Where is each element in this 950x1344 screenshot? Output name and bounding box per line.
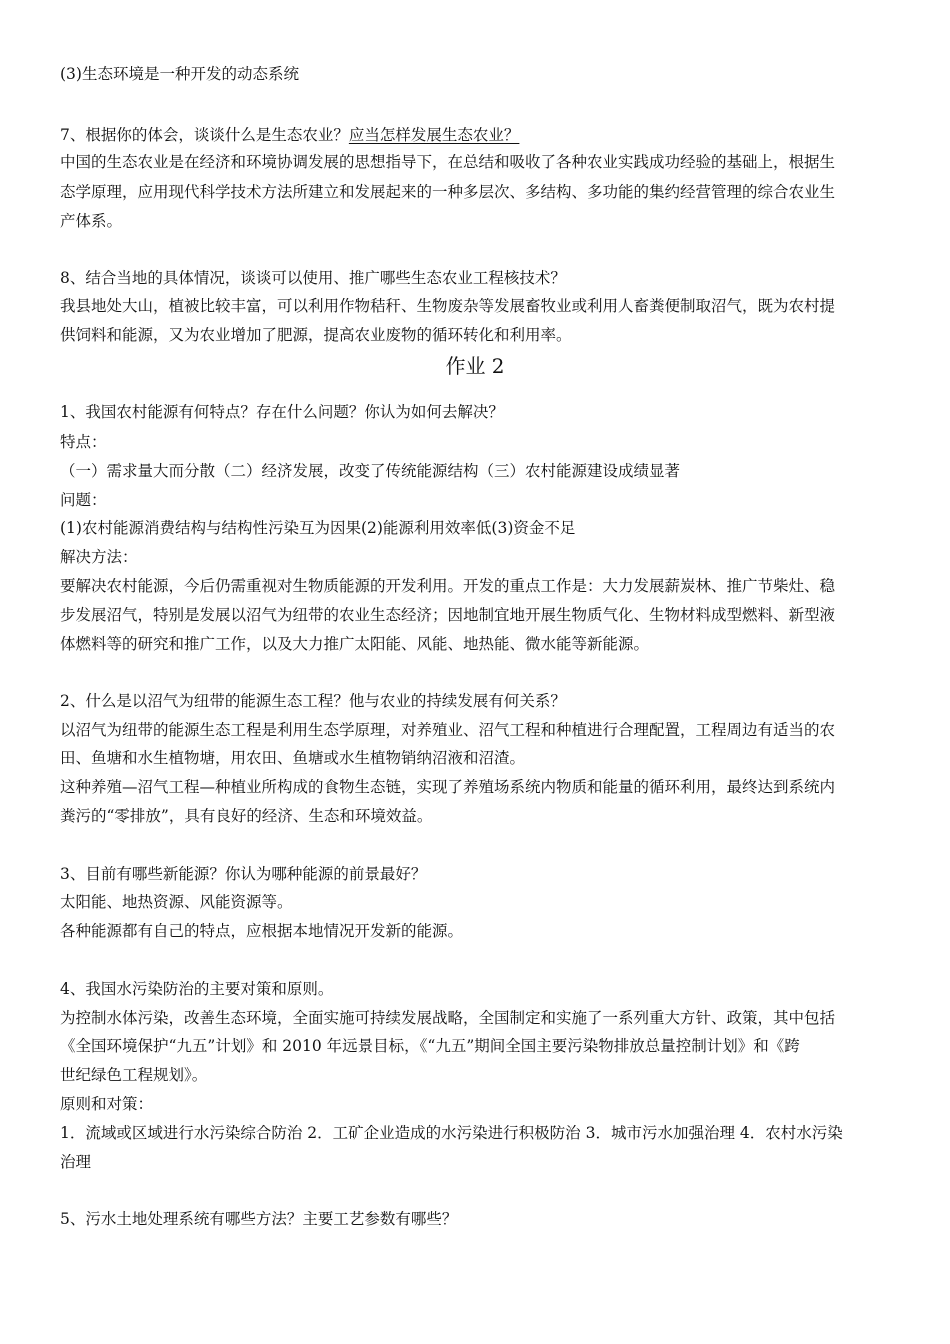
question-2: 2、什么是以沼气为纽带的能源生态工程？他与农业的持续发展有何关系？ bbox=[60, 692, 566, 710]
answer-4-line: 为控制水体污染，改善生态环境，全面实施可持续发展战略，全国制定和实施了一系列重大方针、政策，其中包括 bbox=[60, 1009, 836, 1027]
question-1: 1、我国农村能源有何特点？存在什么问题？你认为如何去解决？ bbox=[60, 403, 504, 421]
answer-7-line: 中国的生态农业是在经济和环境协调发展的思想指导下，在总结和吸收了各种农业实践成功经验的基础上，根据生 bbox=[60, 153, 836, 171]
answer-2-line: 以沼气为纽带的能源生态工程是利用生态学原理，对养殖业、沼气工程和种植进行合理配置，工程周边有适当的农 bbox=[60, 721, 836, 739]
answer-1-line: 特点： bbox=[60, 433, 107, 451]
answer-2-line: 粪污的“零排放”，具有良好的经济、生态和环境效益。 bbox=[60, 807, 433, 825]
answer-1-line: (1)农村能源消费结构与结构性污染互为因果(2)能源利用效率低(3)资金不足 bbox=[60, 519, 576, 537]
answer-3-line: 各种能源都有自己的特点，应根据本地情况开发新的能源。 bbox=[60, 922, 464, 940]
answer-1-line: 步发展沼气，特别是发展以沼气为纽带的农业生态经济；因地制宜地开展生物质气化、生物材料成型燃料、新型液 bbox=[60, 606, 836, 624]
answer-1-line: 体燃料等的研究和推广工作，以及大力推广太阳能、风能、地热能、微水能等新能源。 bbox=[60, 635, 650, 653]
question-3: 3、目前有哪些新能源？你认为哪种能源的前景最好？ bbox=[60, 865, 427, 883]
answer-4-line: 1．流域或区域进行水污染综合防治 2．工矿企业造成的水污染进行积极防治 3．城市污水加强治理 4．农村水污染 bbox=[60, 1124, 843, 1142]
answer-1-line: 问题： bbox=[60, 491, 107, 509]
answer-4-line: 世纪绿色工程规划》。 bbox=[60, 1066, 208, 1084]
answer-4-line: 《全国环境保护“九五”计划》和 2010 年远景目标，《“九五”期间全国主要污染物排放总量控制计划》和《跨 bbox=[60, 1037, 800, 1055]
section-title: 作业 2 bbox=[445, 354, 505, 378]
answer-2-line: 这种养殖—沼气工程—种植业所构成的食物生态链，实现了养殖场系统内物质和能量的循环利用，最终达到系统内 bbox=[60, 778, 836, 796]
question-5: 5、污水土地处理系统有哪些方法？主要工艺参数有哪些？ bbox=[60, 1210, 458, 1228]
answer-3-line: 太阳能、地热资源、风能资源等。 bbox=[60, 893, 293, 911]
answer-4-line: 原则和对策： bbox=[60, 1095, 154, 1113]
question-8: 8、结合当地的具体情况，谈谈可以使用、推广哪些生态农业工程核技术？ bbox=[60, 269, 566, 287]
answer-1-line: 解决方法： bbox=[60, 548, 138, 566]
answer-1-line: 要解决农村能源，今后仍需重视对生物质能源的开发利用。开发的重点工作是：大力发展薪炭林、推广节柴灶、稳 bbox=[60, 577, 836, 595]
list-item-3: (3)生态环境是一种开发的动态系统 bbox=[60, 65, 299, 83]
answer-7-line: 产体系。 bbox=[60, 212, 123, 230]
answer-8-line: 供饲料和能源，又为农业增加了肥源，提高农业废物的循环转化和利用率。 bbox=[60, 326, 572, 344]
question-7 bbox=[60, 125, 894, 145]
answer-4-line: 治理 bbox=[60, 1153, 92, 1171]
question-7-underlined: 应当怎样发展生态农业？ bbox=[348, 126, 520, 144]
answer-7-line: 态学原理，应用现代科学技术方法所建立和发展起来的一种多层次、多结构、多功能的集约经营管理的综合农业生 bbox=[60, 183, 836, 201]
answer-1-line: （一）需求量大而分散（二）经济发展，改变了传统能源结构（三）农村能源建设成绩显著 bbox=[60, 462, 681, 480]
question-7-text: 7、根据你的体会，谈谈什么是生态农业？ bbox=[60, 126, 349, 144]
answer-8-line: 我县地处大山，植被比较丰富，可以利用作物秸秆、生物废杂等发展畜牧业或利用人畜粪便制取沼气，既为农村提 bbox=[60, 297, 836, 315]
answer-2-line: 田、鱼塘和水生植物塘，用农田、鱼塘或水生植物销纳沼液和沼渣。 bbox=[60, 749, 526, 767]
question-4: 4、我国水污染防治的主要对策和原则。 bbox=[60, 980, 334, 998]
